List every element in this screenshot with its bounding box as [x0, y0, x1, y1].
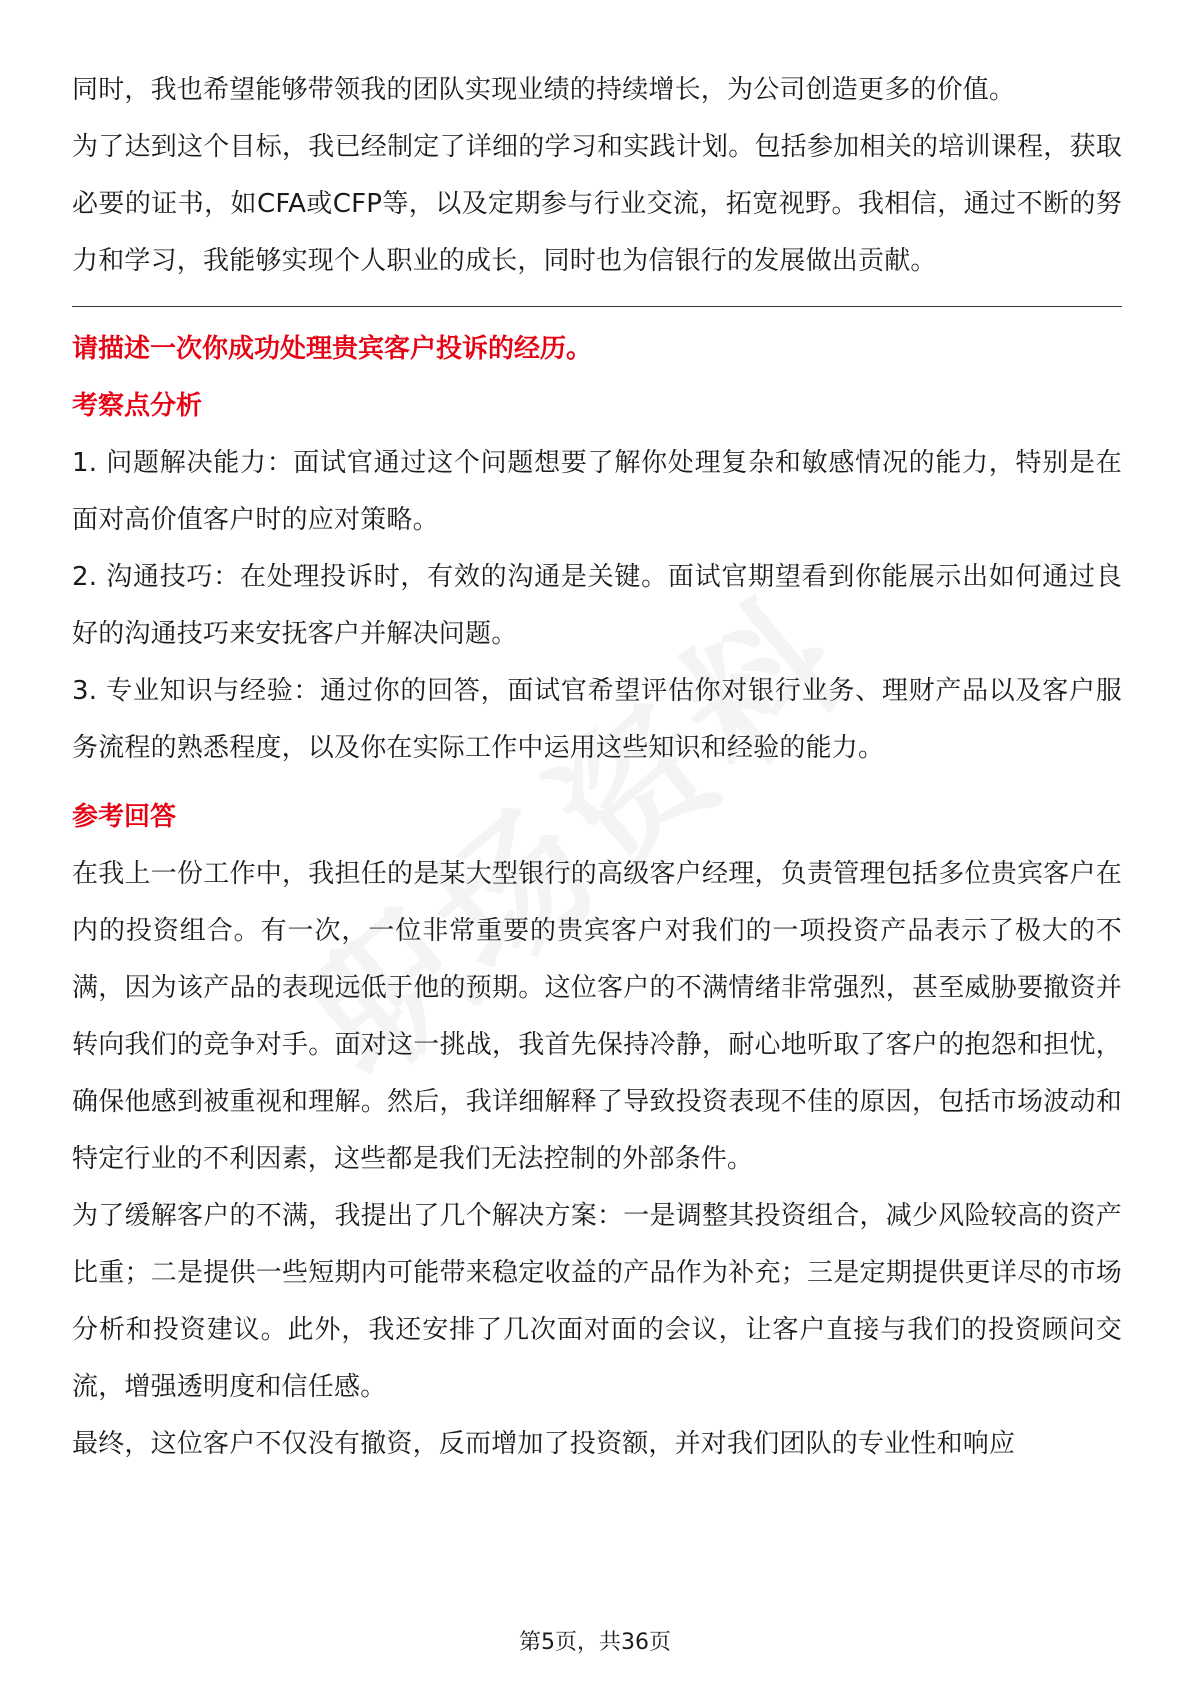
- intro-paragraph-2: 为了达到这个目标，我已经制定了详细的学习和实践计划。包括参加相关的培训课程，获取必要的证书，如CFA或CFP等，以及定期参与行业交流，拓宽视野。我相信，通过不断的努力和学习，我能够实现个人职业的成长，同时也为信银行的发展做出贡献。: [72, 132, 1122, 276]
- answer-paragraph-1: 在我上一份工作中，我担任的是某大型银行的高级客户经理，负责管理包括多位贵宾客户在内的投资组合。有一次，一位非常重要的贵宾客户对我们的一项投资产品表示了极大的不满，因为该产品的表现远低于他的预期。这位客户的不满情绪非常强烈，甚至威胁要撤资并转向我们的竞争对手。面对这一挑战，我首先保持冷静，耐心地听取了客户的抱怨和担忧，确保他感到被重视和理解。然后，我详细解释了导致投资表现不佳的原因，包括市场波动和特定行业的不利因素，这些都是我们无法控制的外部条件。: [72, 859, 1122, 1174]
- answer-paragraph-3: 最终，这位客户不仅没有撤资，反而增加了投资额，并对我们团队的专业性和响应: [72, 1429, 1016, 1459]
- answer-heading: 参考回答: [72, 802, 177, 832]
- question-heading: 请描述一次你成功处理贵宾客户投诉的经历。: [72, 334, 593, 364]
- answer-paragraph-2: 为了缓解客户的不满，我提出了几个解决方案：一是调整其投资组合，减少风险较高的资产比重；二是提供一些短期内可能带来稳定收益的产品作为补充；三是定期提供更详尽的市场分析和投资建议。此外，我还安排了几次面对面的会议，让客户直接与我们的投资顾问交流，增强透明度和信任感。: [72, 1201, 1122, 1402]
- page-number-footer: 第5页，共36页: [519, 1630, 671, 1655]
- document-page: [72, 62, 1122, 1473]
- intro-paragraph-1: 同时，我也希望能够带领我的团队实现业绩的持续增长，为公司创造更多的价值。: [72, 75, 1016, 105]
- section-divider: [72, 306, 1122, 307]
- analysis-item-1: 1. 问题解决能力：面试官通过这个问题想要了解你处理复杂和敏感情况的能力，特别是在面对高价值客户时的应对策略。: [72, 448, 1122, 535]
- analysis-heading: 考察点分析: [72, 391, 203, 421]
- analysis-item-2: 2. 沟通技巧：在处理投诉时，有效的沟通是关键。面试官期望看到你能展示出如何通过良好的沟通技巧来安抚客户并解决问题。: [72, 562, 1122, 649]
- analysis-item-3: 3. 专业知识与经验：通过你的回答，面试官希望评估你对银行业务、理财产品以及客户服务流程的熟悉程度，以及你在实际工作中运用这些知识和经验的能力。: [72, 676, 1122, 763]
